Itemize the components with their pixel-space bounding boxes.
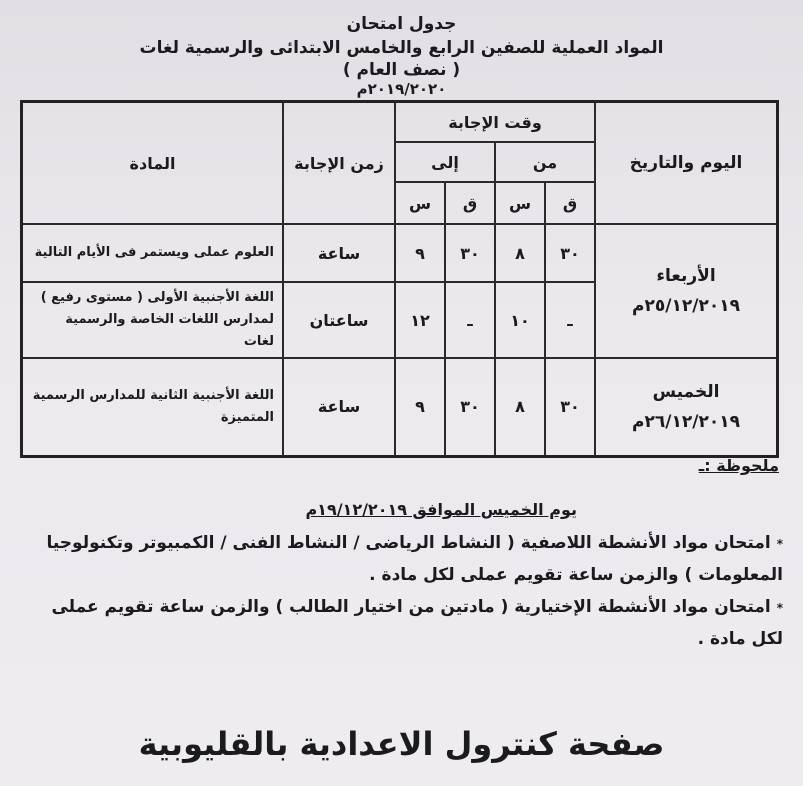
to-minute: ـ	[445, 282, 495, 358]
header-date: اليوم والتاريخ	[595, 102, 778, 225]
table-row	[22, 224, 778, 282]
header-to: إلى	[395, 142, 495, 182]
table-row	[22, 358, 778, 456]
to-hour: ١٢	[395, 282, 445, 358]
duration-cell: ساعة	[283, 224, 395, 282]
from-hour: ٨	[495, 224, 545, 282]
header-from-minute: ق	[545, 182, 595, 224]
doc-title: جدول امتحان	[346, 14, 457, 34]
doc-term: ( نصف العام )	[342, 60, 461, 80]
to-minute: ٣٠	[445, 224, 495, 282]
note-item	[23, 592, 783, 655]
from-minute: ٣٠	[545, 224, 595, 282]
note-label: ملحوظة :ـ	[698, 456, 779, 475]
note-text: امتحان مواد الأنشطة الإختيارية ( مادتين من اختيار الطالب ) والزمن ساعة تقويم عملى لكل مادة .	[51, 597, 783, 649]
header-duration: زمن الإجابة	[283, 102, 395, 225]
doc-year: ٢٠١٩/٢٠٢٠م	[356, 80, 447, 98]
note-text: امتحان مواد الأنشطة اللاصفية ( النشاط الرياضى / النشاط الفنى / الكمبيوتر وتكنولوجيا المعلومات ) والزمن ساعة تقويم عملى لكل مادة .	[46, 533, 783, 585]
header-to-hour: س	[395, 182, 445, 224]
subject-cell: العلوم عملى ويستمر فى الأيام التالية	[22, 224, 284, 282]
to-minute: ٣٠	[445, 358, 495, 456]
note-item	[23, 528, 783, 591]
to-hour: ٩	[395, 358, 445, 456]
subject-cell: اللغة الأجنبية الأولى ( مستوى رفيع ) لمدارس اللغات الخاصة والرسمية لغات	[22, 282, 284, 358]
from-hour: ١٠	[495, 282, 545, 358]
header-to-minute: ق	[445, 182, 495, 224]
bullet-mark: *	[776, 537, 783, 551]
from-minute: ـ	[545, 282, 595, 358]
bullet-mark: *	[776, 601, 783, 615]
note-date: يوم الخميس الموافق ١٩/١٢/٢٠١٩م	[305, 500, 577, 519]
subject-cell: اللغة الأجنبية الثانية للمدارس الرسمية المتميزة	[22, 358, 284, 456]
header-from-hour: س	[495, 182, 545, 224]
day-label: الأربعاء	[656, 266, 716, 286]
exam-schedule-table	[20, 100, 779, 458]
date-cell	[595, 358, 778, 456]
from-hour: ٨	[495, 358, 545, 456]
duration-cell: ساعتان	[283, 282, 395, 358]
date-label: ٢٦/١٢/٢٠١٩م	[632, 411, 740, 432]
date-cell	[595, 224, 778, 358]
day-label: الخميس	[652, 381, 720, 402]
to-hour: ٩	[395, 224, 445, 282]
doc-subtitle: المواد العملية للصفين الرابع والخامس الابتدائى والرسمية لغات	[139, 38, 664, 58]
header-from: من	[495, 142, 595, 182]
duration-cell: ساعة	[283, 358, 395, 456]
date-label: ٢٥/١٢/٢٠١٩م	[632, 296, 740, 316]
from-minute: ٣٠	[545, 358, 595, 456]
page-footer: صفحة كنترول الاعدادية بالقليوبية	[138, 725, 665, 763]
header-subject: المادة	[22, 102, 284, 225]
header-answer-time: وقت الإجابة	[395, 102, 595, 143]
